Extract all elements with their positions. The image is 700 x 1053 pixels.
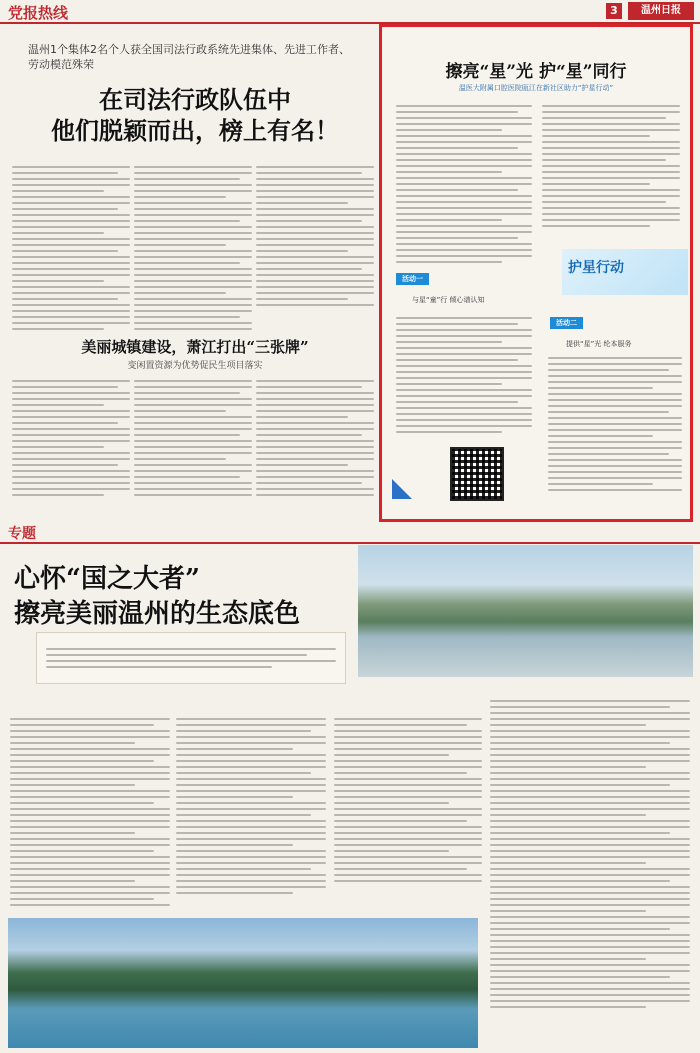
lead-body-col1 [12,166,130,334]
section-name: 党报热线 [8,4,69,22]
highlighted-feature-box [379,24,693,522]
special-col1-body [10,718,170,910]
mountain-lake-panorama-photo [8,918,478,1048]
lead-headline-line1: 在司法行政队伍中 [99,85,291,114]
activity-one-title: 与星“童”行 倾心谱认知 [412,296,485,304]
city-lake-photo [358,545,693,677]
newspaper-logo: 温州日报 [628,2,694,20]
special-section-name: 专题 [8,526,36,542]
activity-one-body [396,317,532,437]
lead-kicker: 温州1个集体2名个人获全国司法行政系统先进集体、先进工作者、劳动模范殊荣 [28,43,350,71]
special-col2-body [176,718,326,898]
feature-subtitle: 温医大附属口腔医院瓯江在新社区助力“护星行动” [458,84,614,92]
activity-two-body [548,357,682,495]
activity-two-tag: 活动二 [550,317,583,329]
special-headline [14,562,354,632]
protect-star-banner [562,249,688,295]
banner-text: 护星行动 [568,260,624,276]
page-header [0,0,700,22]
feature-body-col2 [542,105,680,231]
second-body-col2 [134,380,252,500]
lead-headline-line2: 他们脱颖而出，榜上有名！ [51,116,339,145]
second-article-subtitle: 变闲置资源为优势促民生项目落实 [127,361,263,371]
feature-title: 擦亮“星”光 护“星”同行 [445,62,627,82]
lead-body-col3 [256,166,374,310]
second-body-col1 [12,380,130,500]
activity-two-title: 提供“星”光 纶本服务 [566,340,632,348]
second-article-title: 美丽城镇建设，萧江打出“三张牌” [81,338,309,356]
lead-headline [20,84,370,146]
lead-body-col2 [134,166,252,334]
corner-triangle-decoration [392,479,412,499]
special-col3-body [334,718,482,886]
special-headline-line1: 心怀“国之大者” [14,564,200,594]
qr-code-icon [450,447,504,501]
special-intro-lines [46,648,336,672]
second-body-col3 [256,380,374,500]
special-headline-line2: 擦亮美丽温州的生态底色 [14,599,301,629]
feature-body-col1 [396,105,532,267]
special-col4-body [490,700,690,1012]
activity-one-tag: 活动一 [396,273,429,285]
special-section-rule [0,542,700,544]
page-number: 3 [606,3,622,19]
